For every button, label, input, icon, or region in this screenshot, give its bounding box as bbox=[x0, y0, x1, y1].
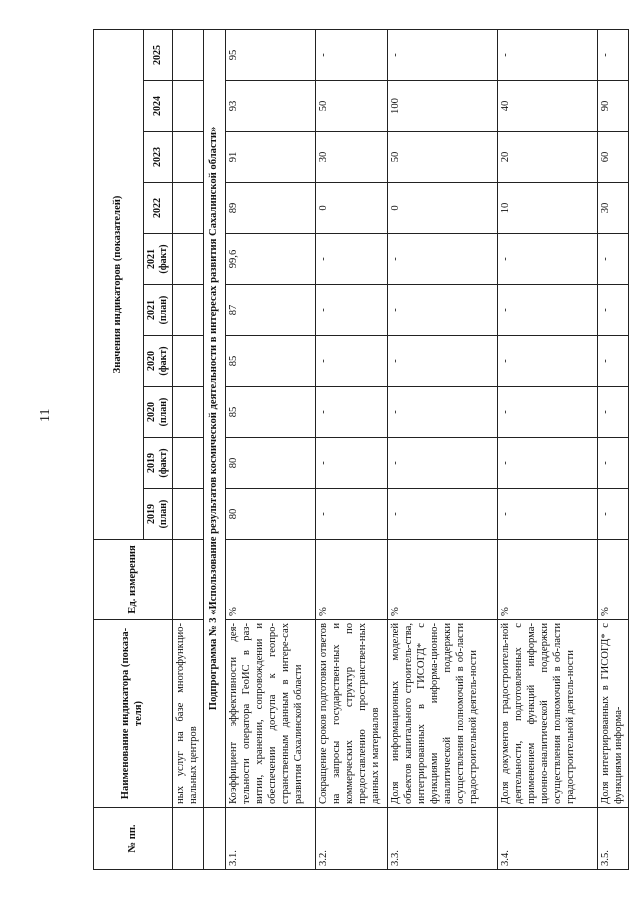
indicators-table-rotated bbox=[93, 30, 625, 870]
table-row bbox=[498, 29, 598, 869]
cell-value: 0 bbox=[388, 183, 498, 234]
cell-value: - bbox=[498, 387, 598, 438]
cell-value: - bbox=[598, 336, 629, 387]
cell-value: 50 bbox=[316, 81, 388, 132]
cell-value: 80 bbox=[226, 438, 316, 489]
cell-unit: % bbox=[388, 540, 498, 620]
cell-value: 85 bbox=[226, 336, 316, 387]
cell-name: Доля информационных моделей объектов капитального строитель-ства, интегрированных в ГИСОГД* с функциями информа-ционно-аналитической поддержки осуществления полномочий в об-ласти градостроительной деятель-ности bbox=[388, 620, 498, 808]
header-year: 2025 bbox=[144, 29, 173, 80]
table-row bbox=[316, 29, 388, 869]
cell-unit: % bbox=[498, 540, 598, 620]
cell-value: - bbox=[498, 29, 598, 80]
cell-value: - bbox=[316, 387, 388, 438]
cell-value: 20 bbox=[498, 132, 598, 183]
cell-value: - bbox=[498, 489, 598, 540]
cell-value: 30 bbox=[316, 132, 388, 183]
header-year: 2022 bbox=[144, 183, 173, 234]
cell-value: 93 bbox=[226, 81, 316, 132]
cell-value: - bbox=[598, 438, 629, 489]
cell-value: - bbox=[316, 336, 388, 387]
cell-name: ных услуг на базе многофункцио-нальных центров bbox=[173, 620, 204, 808]
header-values-group: Значения индикаторов (показателей) bbox=[94, 29, 144, 539]
cell-unit: % bbox=[316, 540, 388, 620]
cell-value: - bbox=[598, 285, 629, 336]
header-year: 2023 bbox=[144, 132, 173, 183]
cell-value: - bbox=[316, 285, 388, 336]
cell-value: - bbox=[388, 234, 498, 285]
cell-value: - bbox=[498, 336, 598, 387]
cell-value: 30 bbox=[598, 183, 629, 234]
header-year: 2019 (план) bbox=[144, 489, 173, 540]
header-name: Наименование индикатора (показа-теля) bbox=[94, 620, 173, 808]
cell-num: 3.5. bbox=[598, 808, 629, 870]
cell-value: - bbox=[316, 29, 388, 80]
cell-value: - bbox=[598, 234, 629, 285]
header-year: 2020 (факт) bbox=[144, 336, 173, 387]
header-unit: Ед. измерения bbox=[94, 540, 173, 620]
header-year: 2021 (план) bbox=[144, 285, 173, 336]
cell-num: 3.3. bbox=[388, 808, 498, 870]
cell-value: - bbox=[498, 285, 598, 336]
table-row-continuation bbox=[173, 29, 204, 869]
cell-value: - bbox=[388, 489, 498, 540]
cell-unit: % bbox=[226, 540, 316, 620]
cell-value: 0 bbox=[316, 183, 388, 234]
table-row bbox=[226, 29, 316, 869]
header-year: 2020 (план) bbox=[144, 387, 173, 438]
cell-value: 60 bbox=[598, 132, 629, 183]
subprogram-title: Подпрограмма № 3 «Использование результатов космической деятельности в интересах развития Сахалинской области» bbox=[204, 29, 226, 807]
header-year: 2024 bbox=[144, 81, 173, 132]
cell-name: Сокращение сроков подготовки ответов на запросы государствен-ных и коммерческих структур по предоставлению пространствен-ных данных и материалов bbox=[316, 620, 388, 808]
cell-value: 10 bbox=[498, 183, 598, 234]
cell-value: 87 bbox=[226, 285, 316, 336]
cell-name: Доля документов градостроитель-ной деятельности, подготовленных с применением функций информа-ционно-аналитической поддержки осуществления полномочий в об-ласти градостроительной деятель-ности bbox=[498, 620, 598, 808]
cell-value: - bbox=[388, 29, 498, 80]
cell-value: - bbox=[388, 285, 498, 336]
cell-value: - bbox=[388, 336, 498, 387]
cell-name: Коэффициент эффективности дея-тельности оператора ГеоИС в раз-витии, хранении, сопровождении и обеспечении доступа к геопро-странственным данным в интере-сах развития Сахалинской области bbox=[226, 620, 316, 808]
cell-unit: % bbox=[598, 540, 629, 620]
cell-value: 90 bbox=[598, 81, 629, 132]
cell-value: - bbox=[316, 489, 388, 540]
cell-value: 50 bbox=[388, 132, 498, 183]
cell-value: - bbox=[316, 438, 388, 489]
cell-value: - bbox=[498, 438, 598, 489]
cell-value: - bbox=[388, 438, 498, 489]
indicators-table bbox=[93, 29, 629, 870]
header-year: 2021 (факт) bbox=[144, 234, 173, 285]
cell-num bbox=[173, 808, 204, 870]
cell-num: 3.4. bbox=[498, 808, 598, 870]
cell-value: 95 bbox=[226, 29, 316, 80]
table-row bbox=[388, 29, 498, 869]
cell-value: 100 bbox=[388, 81, 498, 132]
cell-value: - bbox=[316, 234, 388, 285]
page-number: 11 bbox=[38, 408, 53, 422]
cell-value: 89 bbox=[226, 183, 316, 234]
cell-value: - bbox=[598, 489, 629, 540]
cell-value: 40 bbox=[498, 81, 598, 132]
cell-value: - bbox=[598, 29, 629, 80]
cell-value: - bbox=[498, 234, 598, 285]
header-year: 2019 (факт) bbox=[144, 438, 173, 489]
cell-name: Доля интегрированных в ГИСОГД* с функциями информа- bbox=[598, 620, 629, 808]
subprogram-row bbox=[204, 29, 226, 869]
table-row bbox=[598, 29, 629, 869]
cell-value: 91 bbox=[226, 132, 316, 183]
cell-value: - bbox=[598, 387, 629, 438]
cell-num: 3.1. bbox=[226, 808, 316, 870]
cell-value: - bbox=[388, 387, 498, 438]
header-num: № пп. bbox=[94, 808, 173, 870]
cell-value: 80 bbox=[226, 489, 316, 540]
cell-value: 99,6 bbox=[226, 234, 316, 285]
cell-value: 85 bbox=[226, 387, 316, 438]
cell-num: 3.2. bbox=[316, 808, 388, 870]
